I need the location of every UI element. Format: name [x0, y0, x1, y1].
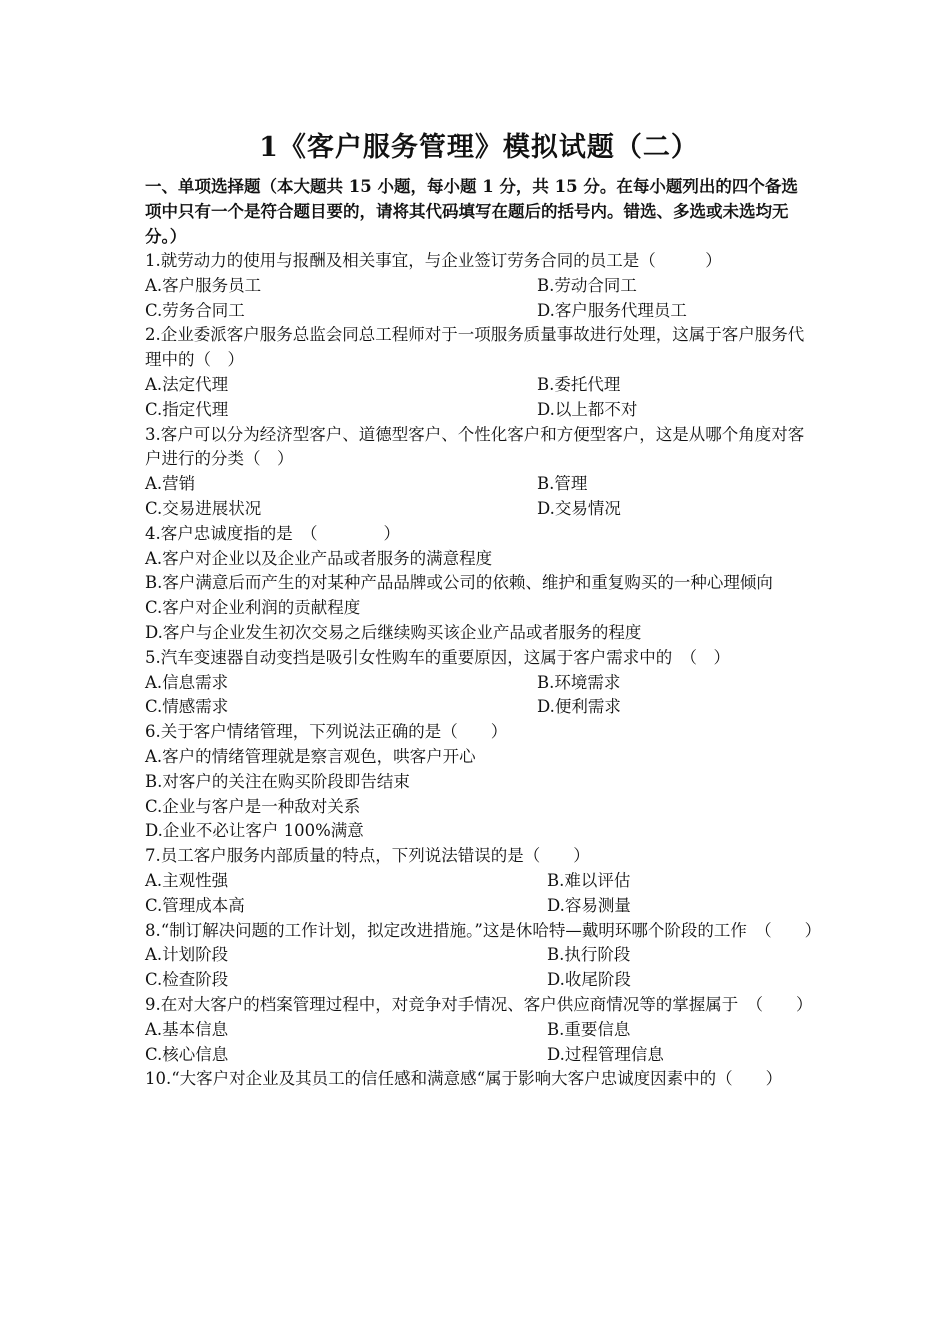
option-b: B.对客户的关注在购买阶段即告结束 [145, 771, 410, 791]
option-c: C.情感需求 [145, 697, 229, 717]
option-b: B.委托代理 [537, 374, 621, 394]
option-list [145, 745, 813, 844]
option-c: C.企业与客户是一种敌对关系 [145, 796, 361, 816]
option-grid [145, 373, 813, 423]
document-content [145, 128, 822, 1092]
option-d: D.客户与企业发生初次交易之后继续购买该企业产品或者服务的程度 [145, 622, 642, 642]
question-stem: 9.在对大客户的档案管理过程中，对竞争对手情况、客户供应商情况等的掌握属于 （ ） [145, 994, 813, 1014]
option-grid [145, 472, 813, 522]
question-stem: 10.“大客户对企业及其员工的信任感和满意感“属于影响大客户忠诚度因素中的（ ） [145, 1069, 783, 1089]
option-c: C.管理成本高 [145, 895, 245, 915]
option-d: D.客户服务代理员工 [537, 300, 687, 320]
question-stem: 6.关于客户情绪管理，下列说法正确的是（ ） [145, 722, 508, 742]
question-stem: 2.企业委派客户服务总监会同总工程师对于一项服务质量事故进行处理，这属于客户服务代理中的（ ） [145, 325, 805, 370]
option-d: D.容易测量 [547, 895, 631, 915]
option-c: C.核心信息 [145, 1044, 229, 1064]
option-a: A.信息需求 [145, 672, 229, 692]
option-d: D.企业不必让客户 100%满意 [145, 821, 364, 841]
option-a: A.主观性强 [145, 870, 229, 890]
option-d: D.交易情况 [537, 498, 621, 518]
option-grid [145, 943, 813, 993]
option-a: A.客户服务员工 [145, 275, 262, 295]
page-title: 1《客户服务管理》模拟试题（二） [259, 132, 699, 163]
option-c: C.劳务合同工 [145, 300, 245, 320]
option-b: B.重要信息 [547, 1019, 631, 1039]
option-a: A.法定代理 [145, 374, 229, 394]
question-stem: 4.客户忠诚度指的是 （ ） [145, 523, 400, 543]
option-d: D.便利需求 [537, 697, 621, 717]
question-stem: 7.员工客户服务内部质量的特点，下列说法错误的是（ ） [145, 846, 590, 866]
option-b: B.管理 [537, 474, 588, 494]
option-a: A.基本信息 [145, 1019, 229, 1039]
option-d: D.以上都不对 [537, 399, 638, 419]
option-d: D.收尾阶段 [547, 970, 631, 990]
option-b: B.客户满意后而产生的对某种产品品牌或公司的依赖、维护和重复购买的一种心理倾向 [145, 573, 773, 593]
question-stem: 5.汽车变速器自动变挡是吸引女性购车的重要原因，这属于客户需求中的 （ ） [145, 647, 730, 667]
option-list [145, 547, 813, 646]
question-stem: 1.就劳动力的使用与报酬及相关事宜，与企业签订劳务合同的员工是（ ） [145, 251, 722, 270]
option-a: A.客户的情绪管理就是察言观色，哄客户开心 [145, 746, 476, 766]
question-stem: 8.“制订解决问题的工作计划，拟定改进措施。”这是休哈特—戴明环哪个阶段的工作 （ ） [145, 920, 822, 940]
question-stem: 3.客户可以分为经济型客户、道德型客户、个性化客户和方便型客户，这是从哪个角度对客户进行的分类（ ） [145, 424, 805, 469]
option-b: B.劳动合同工 [537, 275, 637, 295]
option-c: C.检查阶段 [145, 970, 229, 990]
option-c: C.交易进展状况 [145, 498, 262, 518]
option-a: A.客户对企业以及企业产品或者服务的满意程度 [145, 548, 493, 568]
option-d: D.过程管理信息 [547, 1044, 664, 1064]
option-c: C.指定代理 [145, 399, 229, 419]
option-a: A.计划阶段 [145, 945, 229, 965]
option-a: A.营销 [145, 474, 196, 494]
option-b: B.执行阶段 [547, 945, 631, 965]
option-c: C.客户对企业利润的贡献程度 [145, 598, 361, 618]
option-grid [145, 274, 813, 324]
option-grid [145, 1018, 813, 1068]
option-grid [145, 671, 813, 721]
option-b: B.环境需求 [537, 672, 621, 692]
option-grid [145, 869, 813, 919]
section-heading: 一、单项选择题（本大题共 15 小题，每小题 1 分，共 15 分。在每小题列出的四个备选项中只有一个是符合题目要的，请将其代码填写在题后的括号内。错选、多选或未选均无分。） [145, 177, 798, 246]
option-b: B.难以评估 [547, 870, 631, 890]
